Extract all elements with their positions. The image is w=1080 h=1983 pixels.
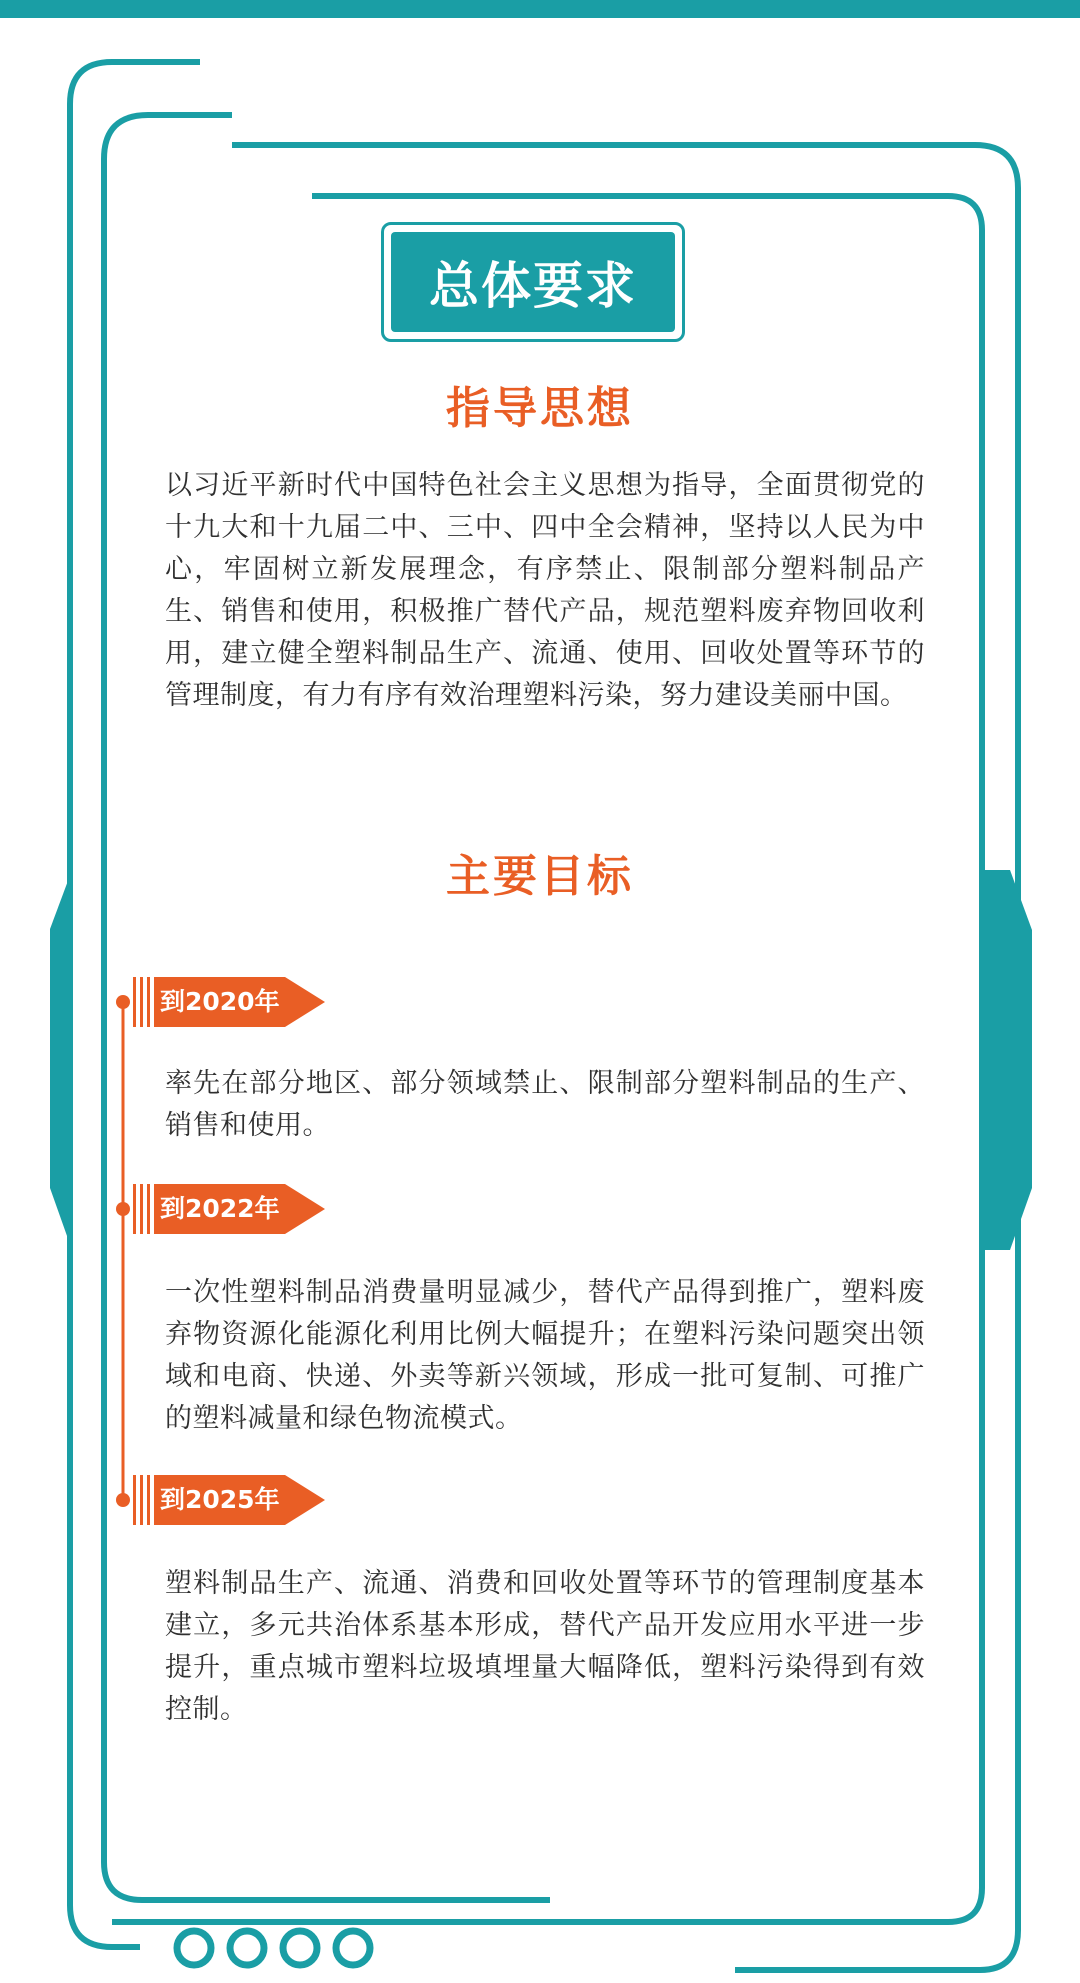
goal-text-2025: 塑料制品生产、流通、消费和回收处置等环节的管理制度基本建立，多元共治体系基本形成，替代产品开发应用水平进一步提升，重点城市塑料垃圾填埋量大幅降低，塑料污染得到有效控制。 [165,1568,925,1725]
goals-heading: 主要目标 [446,851,634,902]
title-badge-label: 总体要求 [391,232,675,332]
year-label-2022: 到2022年 [160,1194,280,1223]
year-label-2025: 到2025年 [160,1485,280,1514]
guiding-paragraph: 以习近平新时代中国特色社会主义思想为指导，全面贯彻党的十九大和十九届二中、三中、四中全会精神，坚持以人民为中心，牢固树立新发展理念，有序禁止、限制部分塑料制品产生、销售和使用，积极推广替代产品，规范塑料废弃物回收利用，建立健全塑料制品生产、流通、使用、回收处置等环节的管理制度，有力有序有效治理塑料污染，努力建设美丽中国。 [165,470,925,711]
year-label-2020: 到2020年 [160,987,280,1016]
guiding-heading: 指导思想 [446,383,634,434]
title-badge [381,222,685,342]
goal-text-2020: 率先在部分地区、部分领域禁止、限制部分塑料制品的生产、销售和使用。 [165,1068,925,1141]
goal-text-2022: 一次性塑料制品消费量明显减少，替代产品得到推广，塑料废弃物资源化能源化利用比例大幅提升；在塑料污染问题突出领域和电商、快递、外卖等新兴领域，形成一批可复制、可推广的塑料减量和绿色物流模式。 [165,1277,925,1434]
